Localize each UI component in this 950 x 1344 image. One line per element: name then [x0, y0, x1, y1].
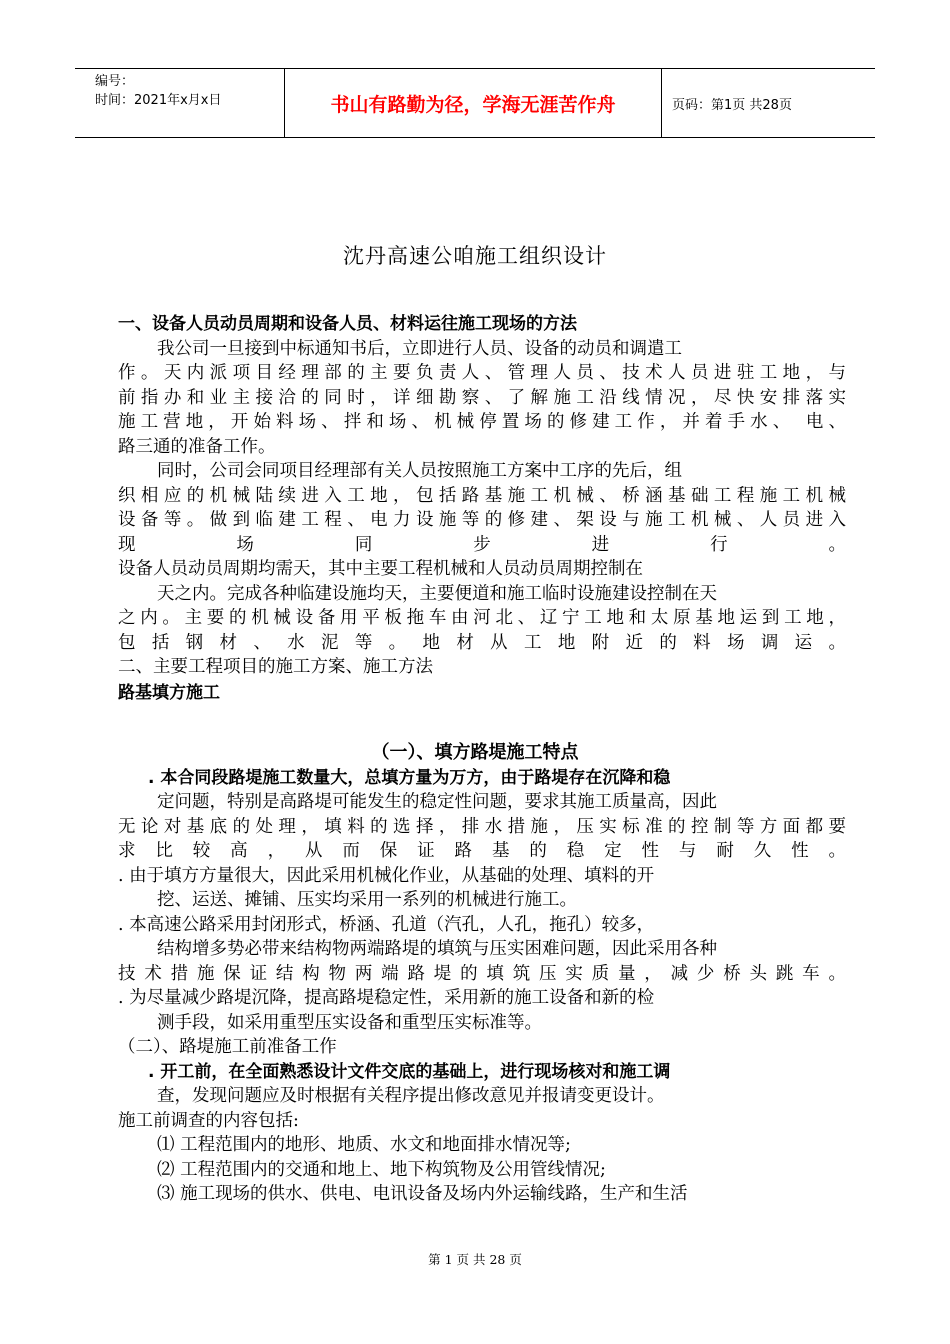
document-title: 沈丹高速公咱施工组织设计	[343, 244, 607, 268]
paragraph-line: （二）、路堤施工前准备工作	[118, 1037, 337, 1057]
paragraph-line: 同时，公司会同项目经理部有关人员按照施工方案中工序的先后，组	[157, 461, 682, 481]
paragraph-line: 施工营地，开始料场、拌和场、机械停置场的修建工作，并着手水、 电、	[118, 412, 846, 432]
number-label: 编号：	[95, 74, 135, 89]
paragraph-line: 挖、运送、摊铺、压实均采用一系列的机械进行施工。	[157, 890, 577, 910]
paragraph-line: 前指办和业主接洽的同时，详细勘察、了解施工沿线情况，尽快安排落实	[118, 388, 846, 408]
header-page-info: 页码：第1页 共28页	[672, 97, 792, 113]
paragraph-line: 路三通的准备工作。	[118, 437, 276, 457]
paragraph-line: 定问题，特别是高路堤可能发生的稳定性问题，要求其施工质量高，因此	[157, 792, 717, 812]
paragraph-line: 之内。主要的机械设备用平板拖车由河北、辽宁工地和太原基地运到工地，	[118, 608, 846, 628]
header-motto: 书山有路勤为径，学海无涯苦作舟	[285, 69, 662, 137]
paragraph-line: 求比较高，从而保证路基的稳定性与耐久性。	[118, 841, 846, 861]
paragraph-line: 二、主要工程项目的施工方案、施工方法	[118, 657, 433, 677]
header-meta	[75, 69, 285, 137]
paragraph-line: 我公司一旦接到中标通知书后，立即进行人员、设备的动员和调遣工	[157, 339, 682, 359]
paragraph-line: 现场同步进行。	[118, 535, 846, 555]
paragraph-line: 结构增多势必带来结构物两端路堤的填筑与压实困难问题，因此采用各种	[157, 939, 717, 959]
subsection-heading: （一）、填方路堤施工特点	[371, 742, 579, 763]
paragraph-line: 技术措施保证结构物两端路堤的填筑压实质量，减少桥头跳车。	[118, 964, 846, 984]
paragraph-line: 无论对基底的处理，填料的选择，排水措施，压实标准的控制等方面都要	[118, 817, 846, 837]
paragraph-line: 设备等。做到临建工程、电力设施等的修建、架设与施工机械、人员进入	[118, 510, 846, 530]
paragraph-line: 设备人员动员周期均需天，其中主要工程机械和人员动员周期控制在	[118, 559, 643, 579]
list-item: ⑶ 施工现场的供水、供电、电讯设备及场内外运输线路，生产和生活	[157, 1184, 688, 1204]
paragraph-line: ⑴ 工程范围内的地形、地质、水文和地面排水情况等;	[157, 1135, 571, 1155]
paragraph-line: 查，发现问题应及时根据有关程序提出修改意见并报请变更设计。	[157, 1086, 665, 1106]
paragraph-line: 作。天内派项目经理部的主要负责人、管理人员、技术人员进驻工地，与	[118, 363, 846, 383]
paragraph-line: . 本高速公路采用封闭形式，桥涵、孔道（汽孔，人孔，拖孔）较多，	[118, 915, 655, 935]
time-label: 时间：2021年x月x日	[95, 93, 222, 108]
list-item: ⑵ 工程范围内的交通和地上、地下构筑物及公用管线情况;	[157, 1160, 606, 1180]
paragraph-line: 织相应的机械陆续进入工地，包括路基施工机械、桥涵基础工程施工机械	[118, 486, 846, 506]
paragraph-line: 包括钢材、水泥等。地材从工地附近的料场调运。	[118, 633, 846, 653]
item-heading-2: . 开工前，在全面熟悉设计文件交底的基础上，进行现场核对和施工调	[148, 1062, 671, 1082]
paragraph-line: 测手段，如采用重型压实设备和重型压实标准等。	[157, 1013, 542, 1033]
item-heading-1: . 本合同段路堤施工数量大，总填方量为万方，由于路堤存在沉降和稳	[148, 768, 671, 788]
paragraph-line: . 为尽量减少路堤沉降，提高路堤稳定性，采用新的施工设备和新的检	[118, 988, 655, 1008]
paragraph-line: 施工前调查的内容包括:	[118, 1111, 299, 1131]
page-header	[75, 68, 875, 138]
page-footer: 第 1 页 共 28 页	[428, 1252, 522, 1267]
paragraph-line: . 由于填方方量很大，因此采用机械化作业，从基础的处理、填料的开	[118, 866, 655, 886]
section-heading-1: 一、设备人员动员周期和设备人员、材料运往施工现场的方法	[118, 314, 577, 334]
paragraph-line: 天之内。完成各种临建设施均天，主要便道和施工临时设施建设控制在天	[157, 584, 717, 604]
section-heading-2: 路基填方施工	[118, 683, 220, 703]
